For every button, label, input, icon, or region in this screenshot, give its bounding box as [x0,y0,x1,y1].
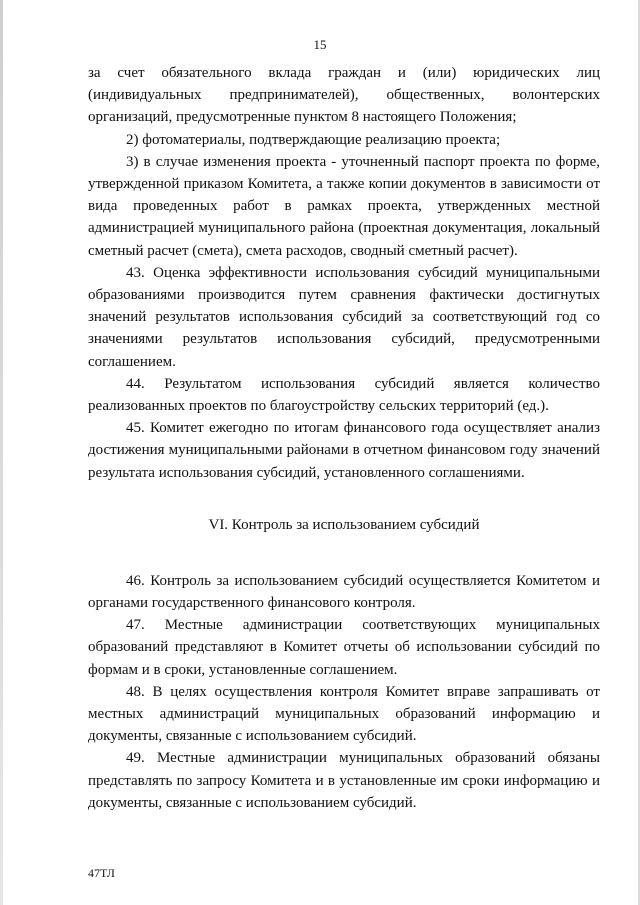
document-footer-code: 47ТЛ [88,866,115,880]
paragraph-item-2: 2) фотоматериалы, подтверждающие реализацию проекта; [126,131,501,148]
paragraph-49: 49. Местные администрации муниципальных образований обязаны представлять по запросу Комитета и в установленные им сроки информацию и документы, связанные с использованием субсидий. [88,750,600,811]
page-number: 15 [313,37,327,52]
paragraph-48: 48. В целях осуществления контроля Комитет вправе запрашивать от местных администраций муниципальных образований информацию и документы, связанные с использованием субсидий. [88,683,600,745]
paragraph-46: 46. Контроль за использованием субсидий осуществляется Комитетом и органами государственного финансового контроля. [88,572,600,612]
paragraph-44: 44. Результатом использования субсидий является количество реализованных проектов по благоустройству сельских территорий (ед.). [88,375,600,415]
paragraph-43: 43. Оценка эффективности использования субсидий муниципальными образованиями производится путем сравнения фактически достигнутых значений результатов использования субсидий за соответствующий год со значениями результатов использования субсидий, предусмотренными соглашением. [88,264,600,370]
paragraph-item-3: 3) в случае изменения проекта - уточненный паспорт проекта по форме, утвержденной приказом Комитета, а также копии документов в зависимости от вида проведенных работ в рамках проекта, утвержденных местной администрацией муниципального района (проектная документация, локальный сметный расчет (смета), смета расходов, сводный сметный расчет). [88,153,600,259]
document-body [88,62,600,814]
section-title: VI. Контроль за использованием субсидий [208,516,480,533]
scan-edge-left [0,0,3,905]
paragraph-continuation: за счет обязательного вклада граждан и (или) юридических лиц (индивидуальных предпринимателей), общественных, волонтерских организаций, предусмотренные пунктом 8 настоящего Положения; [88,65,600,126]
paragraph-47: 47. Местные администрации соответствующих муниципальных образований представляют в Комитет отчеты об использовании субсидий по формам и в сроки, установленные соглашением. [88,617,600,678]
paragraph-45: 45. Комитет ежегодно по итогам финансового года осуществляет анализ достижения муниципальными районами в отчетном финансовом году значений результата использования субсидий, установленного соглашениями. [88,420,600,481]
